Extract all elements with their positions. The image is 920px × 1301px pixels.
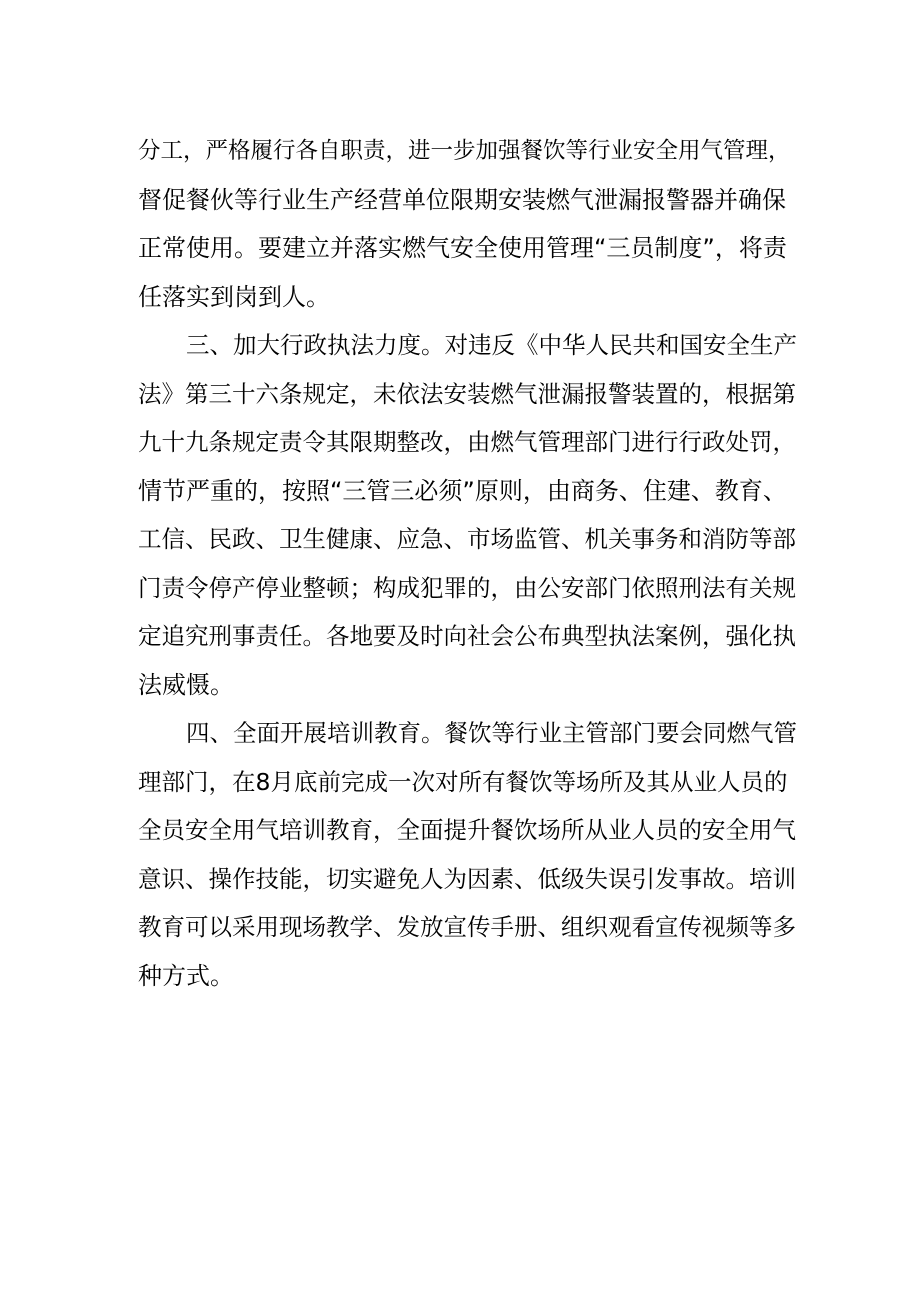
text-line: 工信、民政、卫生健康、应急、市场监管、机关事务和消防等部 [138, 525, 796, 553]
text-line: 种方式。 [138, 961, 234, 990]
text-line: 教育可以采用现场教学、发放宣传手册、组织观看宣传视频等多 [138, 913, 796, 941]
text-line: 理部门，在8月底前完成一次对所有餐饮等场所及其从业人员的 [138, 767, 788, 796]
text-line: 分工，严格履行各自职责，进一步加强餐饮等行业安全用气管理， [138, 138, 791, 164]
text-line: 法威慑。 [138, 670, 234, 699]
text-line: 法》第三十六条规定，未依法安装燃气泄漏报警装置的，根据第 [138, 379, 796, 408]
text-line: 督促餐伙等行业生产经营单位限期安装燃气泄漏报警器并确保 [138, 185, 786, 214]
text-line: 门责令停产停业整顿；构成犯罪的，由公安部门依照刑法有关规 [138, 573, 796, 602]
text-line: 正常使用。要建立并落实燃气安全使用管理“三员制度”，将责 [138, 234, 787, 262]
text-line: 意识、操作技能，切实避免人为因素、低级失误引发事故。培训 [138, 864, 796, 893]
text-line: 定追究刑事责任。各地要及时向社会公布典型执法案例，强化执 [138, 622, 796, 650]
section-heading-line: 四、全面开展培训教育。餐饮等行业主管部门要会同燃气管 [186, 719, 797, 747]
text-line: 任落实到岗到人。 [138, 282, 330, 311]
section-heading-line: 三、加大行政执法力度。对违反《中华人民共和国安全生产 [186, 331, 797, 359]
text-line: 全员安全用气培训教育，全面提升餐饮场所从业人员的安全用气 [138, 816, 796, 844]
document-body [138, 127, 798, 1000]
text-line: 情节严重的，按照“三管三必须”原则，由商务、住建、教育、 [138, 476, 787, 505]
text-line: 九十九条规定责令其限期整改，由燃气管理部门进行行政处罚， [138, 428, 796, 456]
